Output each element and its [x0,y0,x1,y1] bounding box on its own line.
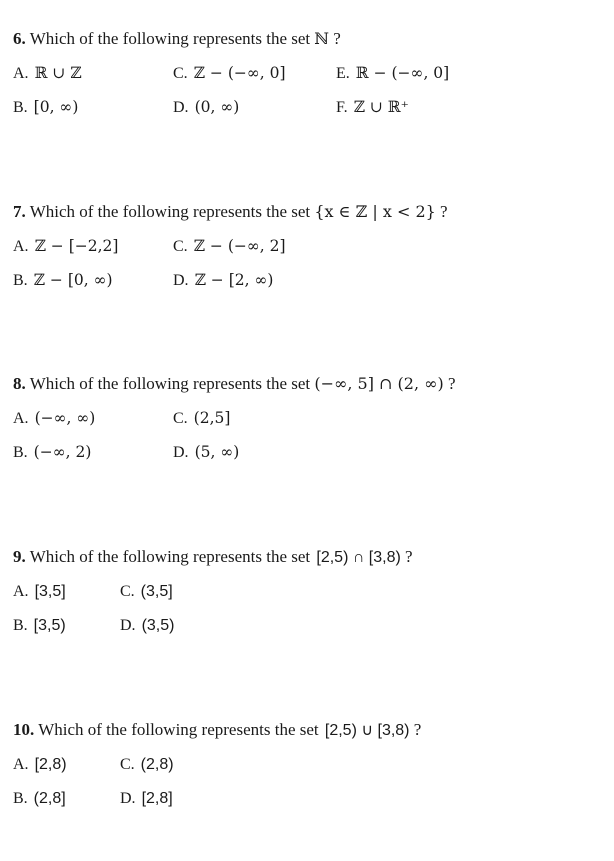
question-6 [13,28,603,124]
question-stem [13,28,603,50]
option-9a[interactable] [13,581,66,603]
option-letter: D. [173,272,189,289]
option-value: (5, ∞) [194,443,240,461]
option-value: (3,5] [140,583,173,600]
question-9 [13,546,603,643]
option-value: [2,8) [34,756,67,773]
question-number: 10. [13,720,35,739]
option-value: (2,8) [140,756,174,773]
option-letter: D. [120,617,136,634]
question-mark: ? [333,29,341,48]
option-10c[interactable] [120,754,174,776]
option-letter: B. [13,444,28,461]
option-letter: A. [13,65,29,82]
question-mark: ? [440,202,448,221]
option-6a[interactable] [13,62,82,85]
option-letter: A. [13,238,29,255]
option-value: ℤ − (−∞, 0] [193,64,286,82]
option-letter: E. [336,65,350,82]
option-value: (0, ∞) [194,98,240,116]
option-value: ℤ − [2, ∞) [194,271,274,289]
option-10d[interactable] [120,788,173,810]
question-7 [13,201,603,297]
option-letter: C. [120,756,135,773]
option-value: (3,5) [141,617,175,634]
option-7d[interactable] [173,269,273,292]
option-value: ℝ − (−∞, 0] [355,64,450,82]
option-value: (−∞, 2) [33,443,92,461]
question-mark: ? [447,374,456,393]
option-letter: D. [173,444,189,461]
question-text: Which of the following represents the set [38,720,319,739]
option-6f[interactable] [336,96,409,119]
question-text: Which of the following represents the set [29,547,311,566]
question-stem [13,201,603,223]
option-letter: C. [120,583,135,600]
option-9b[interactable] [13,615,66,637]
option-9d[interactable] [120,615,174,637]
option-8a[interactable] [13,407,95,430]
option-7c[interactable] [173,235,286,258]
option-letter: A. [13,583,29,600]
option-8c[interactable] [173,407,230,430]
option-6e[interactable] [336,62,449,85]
option-value: [3,5] [34,583,66,600]
option-value: [2,8] [141,790,173,807]
question-stem [13,373,603,395]
question-set: [2,5) ∪ [3,8) [324,722,410,739]
option-letter: F. [336,99,348,116]
question-set: {x ∈ ℤ | x < 2} [314,202,436,221]
option-value: [0, ∞) [33,98,79,116]
option-8d[interactable] [173,441,239,464]
option-10b[interactable] [13,788,66,810]
option-6d[interactable] [173,96,239,119]
option-letter: C. [173,65,188,82]
question-number: 9. [13,547,26,566]
option-7b[interactable] [13,269,113,292]
question-text: Which of the following represents the set [29,374,311,393]
option-letter: A. [13,756,29,773]
option-value: ℤ − [−2,2] [34,237,119,255]
option-value: ℤ − (−∞, 2] [193,237,286,255]
option-value: (2,5] [193,409,231,427]
option-8b[interactable] [13,441,91,464]
option-letter: C. [173,238,188,255]
option-letter: B. [13,272,28,289]
question-mark: ? [413,720,422,739]
question-set: ℕ [314,29,329,48]
option-9c[interactable] [120,581,173,603]
option-letter: D. [173,99,189,116]
question-8 [13,373,603,469]
option-value: ℝ ∪ ℤ [34,64,82,82]
option-letter: D. [120,790,136,807]
option-value: (−∞, ∞) [34,409,96,427]
option-letter: B. [13,99,28,116]
question-stem [13,719,603,742]
question-mark: ? [405,547,413,566]
option-value: [3,5) [33,617,66,634]
option-6b[interactable] [13,96,78,119]
question-set: [2,5) ∩ [3,8) [316,549,401,566]
question-number: 7. [13,202,26,221]
option-7a[interactable] [13,235,118,258]
option-value: ℤ ∪ ℝ⁺ [353,98,409,116]
question-stem [13,546,603,569]
option-value: ℤ − [0, ∞) [33,271,113,289]
option-value: (2,8] [33,790,66,807]
option-letter: C. [173,410,188,427]
option-10a[interactable] [13,754,67,776]
question-number: 6. [13,29,26,48]
question-10 [13,719,603,816]
question-set: (−∞, 5] ∩ (2, ∞) [314,374,444,393]
option-letter: A. [13,410,29,427]
question-number: 8. [13,374,26,393]
option-6c[interactable] [173,62,286,85]
question-text: Which of the following represents the set [29,202,311,221]
question-text: Which of the following represents the set [29,29,311,48]
option-letter: B. [13,617,28,634]
option-letter: B. [13,790,28,807]
